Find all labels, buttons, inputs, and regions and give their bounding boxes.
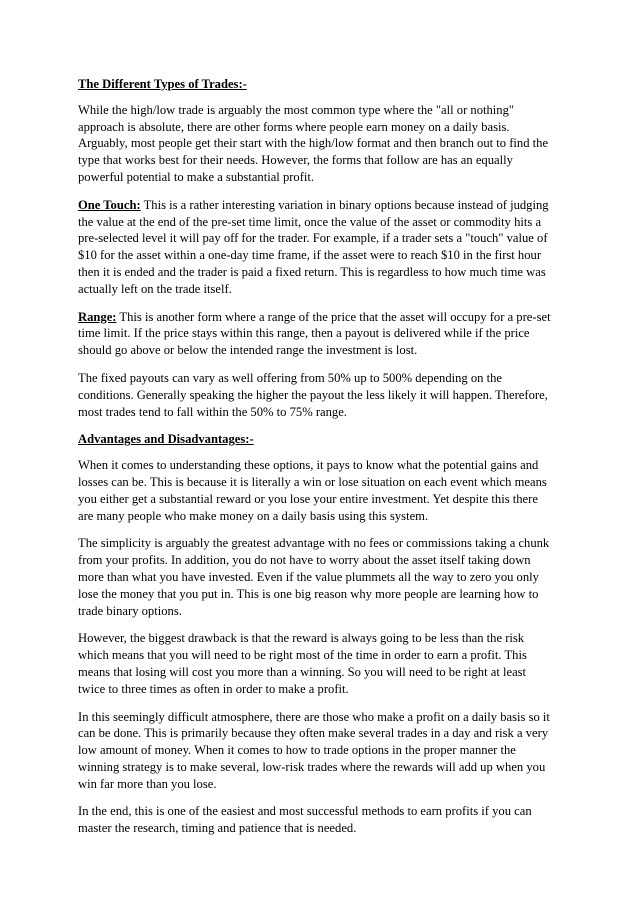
text-line: are many people who make money on a daily basis using this system. [78, 508, 429, 523]
range-label: Range: [78, 309, 117, 324]
advantages-paragraph-1 [78, 457, 566, 524]
document-page [78, 76, 566, 848]
range-paragraph [78, 309, 566, 359]
advantages-paragraph-4 [78, 709, 566, 793]
text-line [78, 309, 566, 326]
text-line: low amount of money. When it comes to how to trade options in the proper manner the [78, 743, 516, 758]
text-line: which means that you will need to be right most of the time in order to earn a profit. This [78, 648, 527, 663]
one-touch-first-line: This is a rather interesting variation in binary options because instead of judging [140, 197, 549, 212]
text-line: However, the biggest drawback is that the reward is always going to be less than the risk [78, 631, 525, 646]
text-line: pre-selected level it will pay off for the trader. For example, if a trader sets a "touch" value of [78, 231, 548, 246]
text-line: more than what you have invested. Even if the value plummets all the way to zero you only [78, 569, 539, 584]
section-heading-advantages: Advantages and Disadvantages:- [78, 432, 254, 447]
text-line: In the end, this is one of the easiest and most successful methods to earn profits if you can [78, 804, 532, 819]
text-line: win far more than you lose. [78, 776, 217, 791]
text-line: twice to three times as often in order to make a profit. [78, 681, 349, 696]
text-line: the value at the end of the pre-set time limit, once the value of the asset or commodity hits a [78, 214, 542, 229]
section-heading-types-of-trades: The Different Types of Trades:- [78, 77, 247, 91]
text-line: While the high/low trade is arguably the most common type where the "all or nothing" [78, 102, 515, 117]
text-line: type that works best for their needs. However, the forms that follow are has an equally [78, 153, 513, 168]
advantages-paragraph-2 [78, 535, 566, 619]
text-line: trade binary options. [78, 603, 182, 618]
payout-paragraph [78, 370, 566, 420]
advantages-paragraph-3 [78, 630, 566, 697]
text-line: approach is absolute, there are other forms where people earn money on a daily basis. [78, 119, 510, 134]
text-line: should go above or below the intended range the investment is lost. [78, 343, 418, 358]
text-line: $10 for the asset within a one-day time frame, if the asset were to reach $10 in the first hour [78, 248, 542, 263]
text-line: then it is ended and the trader is paid a fixed return. This is regardless to how much time was [78, 264, 546, 279]
intro-paragraph [78, 102, 566, 186]
text-line: The simplicity is arguably the greatest advantage with no fees or commissions taking a chunk [78, 536, 550, 551]
text-line: conditions. Generally speaking the higher the payout the less likely it will happen. Therefore, [78, 387, 548, 402]
range-first-line: This is another form where a range of the price that the asset will occupy for a pre-set [116, 309, 551, 324]
text-line: from your profits. In addition, you do not have to worry about the asset itself taking down [78, 553, 531, 568]
text-line: winning strategy is to make several, low-risk trades where the rewards will add up when you [78, 759, 546, 774]
one-touch-label: One Touch: [78, 197, 141, 212]
text-line: powerful potential to make a substantial profit. [78, 169, 315, 184]
text-line: you either get a substantial reward or you lose your entire investment. Yet despite this there [78, 491, 538, 506]
text-line: When it comes to understanding these options, it pays to know what the potential gains and [78, 458, 539, 473]
text-line: most trades tend to fall within the 50% to 75% range. [78, 404, 347, 419]
text-line: Arguably, most people get their start with the high/low format and then branch out to find the [78, 136, 549, 151]
text-line: losses can be. This is because it is literally a win or lose situation on each event which means [78, 474, 547, 489]
text-line: In this seemingly difficult atmosphere, there are those who make a profit on a daily basis so it [78, 709, 550, 724]
text-line [78, 197, 566, 214]
text-line: actually left on the trade itself. [78, 281, 232, 296]
text-line: The fixed payouts can vary as well offering from 50% up to 500% depending on the [78, 370, 502, 385]
advantages-paragraph-5 [78, 803, 566, 837]
text-line: master the research, timing and patience that is needed. [78, 821, 357, 836]
text-line: time limit. If the price stays within this range, then a payout is delivered while if the price [78, 326, 530, 341]
text-line: means that losing will cost you more than a winning. So you will need to be right at least [78, 664, 527, 679]
text-line: can be done. This is primarily because they often make several trades in a day and risk a very [78, 726, 549, 741]
one-touch-paragraph [78, 197, 566, 298]
text-line: lose the money that you put in. This is one big reason why more people are learning how to [78, 586, 539, 601]
